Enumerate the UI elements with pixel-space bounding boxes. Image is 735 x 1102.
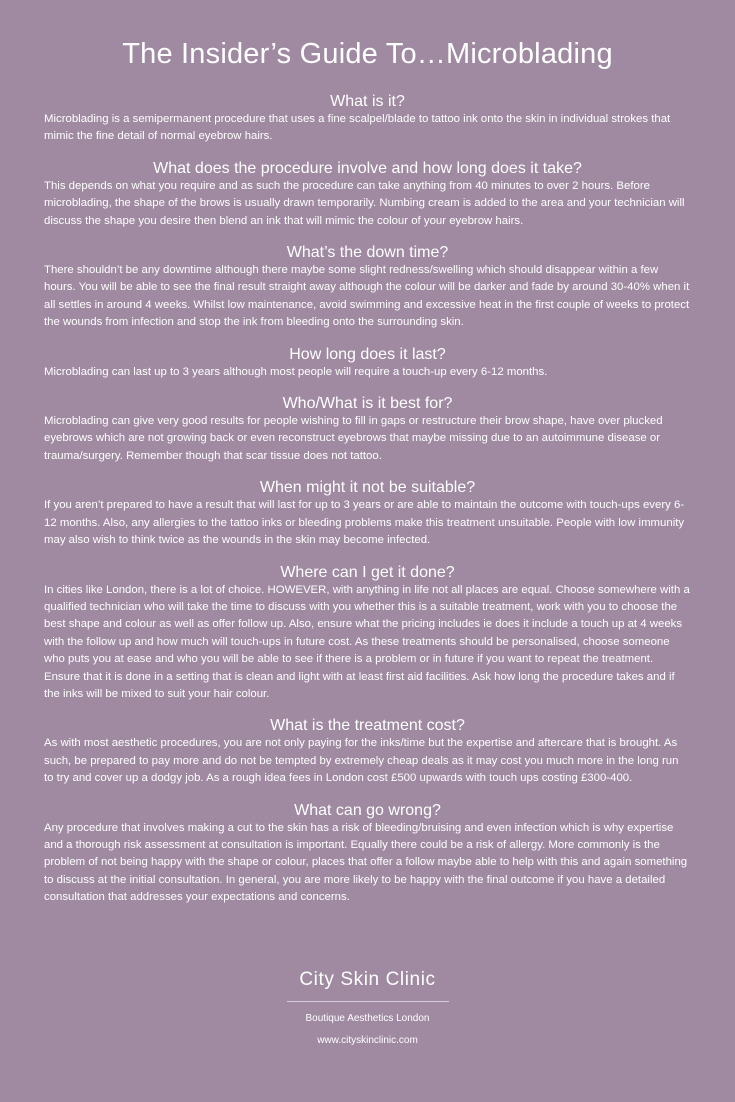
- section-what-is-it: [44, 92, 691, 146]
- section-body: Microblading can last up to 3 years although most people will require a touch-up every 6-12 months.: [44, 365, 548, 378]
- section-down-time: [44, 243, 691, 332]
- clinic-footer: [0, 968, 735, 1047]
- section-procedure: [44, 159, 691, 230]
- section-heading: How long does it last?: [289, 345, 446, 363]
- section-heading: What’s the down time?: [286, 244, 449, 262]
- section-heading: What does the procedure involve and how long does it take?: [153, 159, 582, 177]
- section-best-for: [44, 394, 691, 465]
- section-heading: Where can I get it done?: [280, 563, 455, 581]
- section-heading: When might it not be suitable?: [259, 479, 476, 497]
- section-not-suitable: [44, 478, 691, 549]
- page-title: The Insider’s Guide To…Microblading: [122, 38, 613, 70]
- section-heading: Who/What is it best for?: [282, 395, 453, 413]
- section-treatment-cost: [44, 716, 691, 787]
- section-body: Any procedure that involves making a cut to the skin has a risk of bleeding/bruising and even infection which is why expertise and a thorough risk assessment at consultation is important. Equally there could be a risk of allergy. More commonly is the problem of not being happy with the shape or colour, places that offer a follow maybe able to help with this and again something to discuss at the initial consultation. In general, you are more likely to be happy with the final outcome if you have a detailed consultation that addresses your expectations and concerns.: [44, 821, 688, 904]
- section-heading: What is it?: [330, 93, 405, 110]
- section-body: As with most aesthetic procedures, you are not only paying for the inks/time but the expertise and aftercare that is brought. As such, be prepared to pay more and do not be tempted by extremely cheap deals as it may cost you much more in the long run to try and cover up a dodgy job. As a rough idea fees in London cost £500 upwards with touch ups costing £300-400.: [44, 737, 679, 785]
- clinic-tagline: Boutique Aesthetics London: [305, 1013, 430, 1024]
- section-body: This depends on what you require and as such the procedure can take anything from 40 minutes to over 2 hours. Before microblading, the shape of the brows is usually drawn temporarily. Numbing cream is added to the area and your technician will discuss the shape you desire then blend an ink that will mimic the colour of your eyebrow hairs.: [44, 179, 685, 227]
- clinic-url: www.cityskinclinic.com: [317, 1035, 418, 1046]
- section-body: Microblading is a semipermanent procedure that uses a fine scalpel/blade to tattoo ink onto the skin in individual strokes that mimic the fine detail of normal eyebrow hairs.: [44, 113, 671, 143]
- footer-divider: [287, 1001, 449, 1002]
- clinic-name: City Skin Clinic: [299, 969, 436, 990]
- section-where-done: [44, 563, 691, 704]
- section-how-long-last: [44, 345, 691, 381]
- section-body: In cities like London, there is a lot of choice. HOWEVER, with anything in life not all places are equal. Choose somewhere with a qualified technician who will take the time to discuss with you whether this is a suitable treatment, work with you to choose the best shape and colour as well as offer follow up. Also, ensure what the pricing includes ie does it include a touch up at 4 weeks with the follow up and how much will touch-ups in future cost. As these treatments should be personalised, choose someone who puts you at ease and who you will be able to see if there is a problem or in future if you want to repeat the treatment. Ensure that it is done in a setting that is clean and light with at least first aid facilities. Ask how long the procedure takes and if the inks will be mixed to suit your hair colour.: [44, 583, 690, 700]
- section-what-can-go-wrong: [44, 801, 691, 907]
- section-body: Microblading can give very good results for people wishing to fill in gaps or restructure their brow shape, have over plucked eyebrows which are not growing back or even reconstruct eyebrows that maybe missing due to an autoimmune disease or trauma/surgery. Remember though that scar tissue does not tattoo.: [44, 415, 663, 462]
- section-heading: What can go wrong?: [294, 801, 441, 819]
- section-heading: What is the treatment cost?: [270, 717, 465, 735]
- section-body: If you aren’t prepared to have a result that will last for up to 3 years or are able to maintain the outcome with touch-ups every 6-12 months. Also, any allergies to the tattoo inks or bleeding problems make this treatment unsuitable. People with low immunity may also wish to think twice as the wounds in the skin may become infected.: [44, 499, 685, 547]
- section-body: There shouldn’t be any downtime although there maybe some slight redness/swelling which should disappear within a few hours. You will be able to see the final result straight away although the colour will be darker and fade by around 30-40% when it all settles in around 4 weeks. Whilst low maintenance, avoid swimming and excessive heat in the first couple of weeks to protect the wounds from infection and stop the ink from bleeding onto the surrounding skin.: [44, 264, 690, 329]
